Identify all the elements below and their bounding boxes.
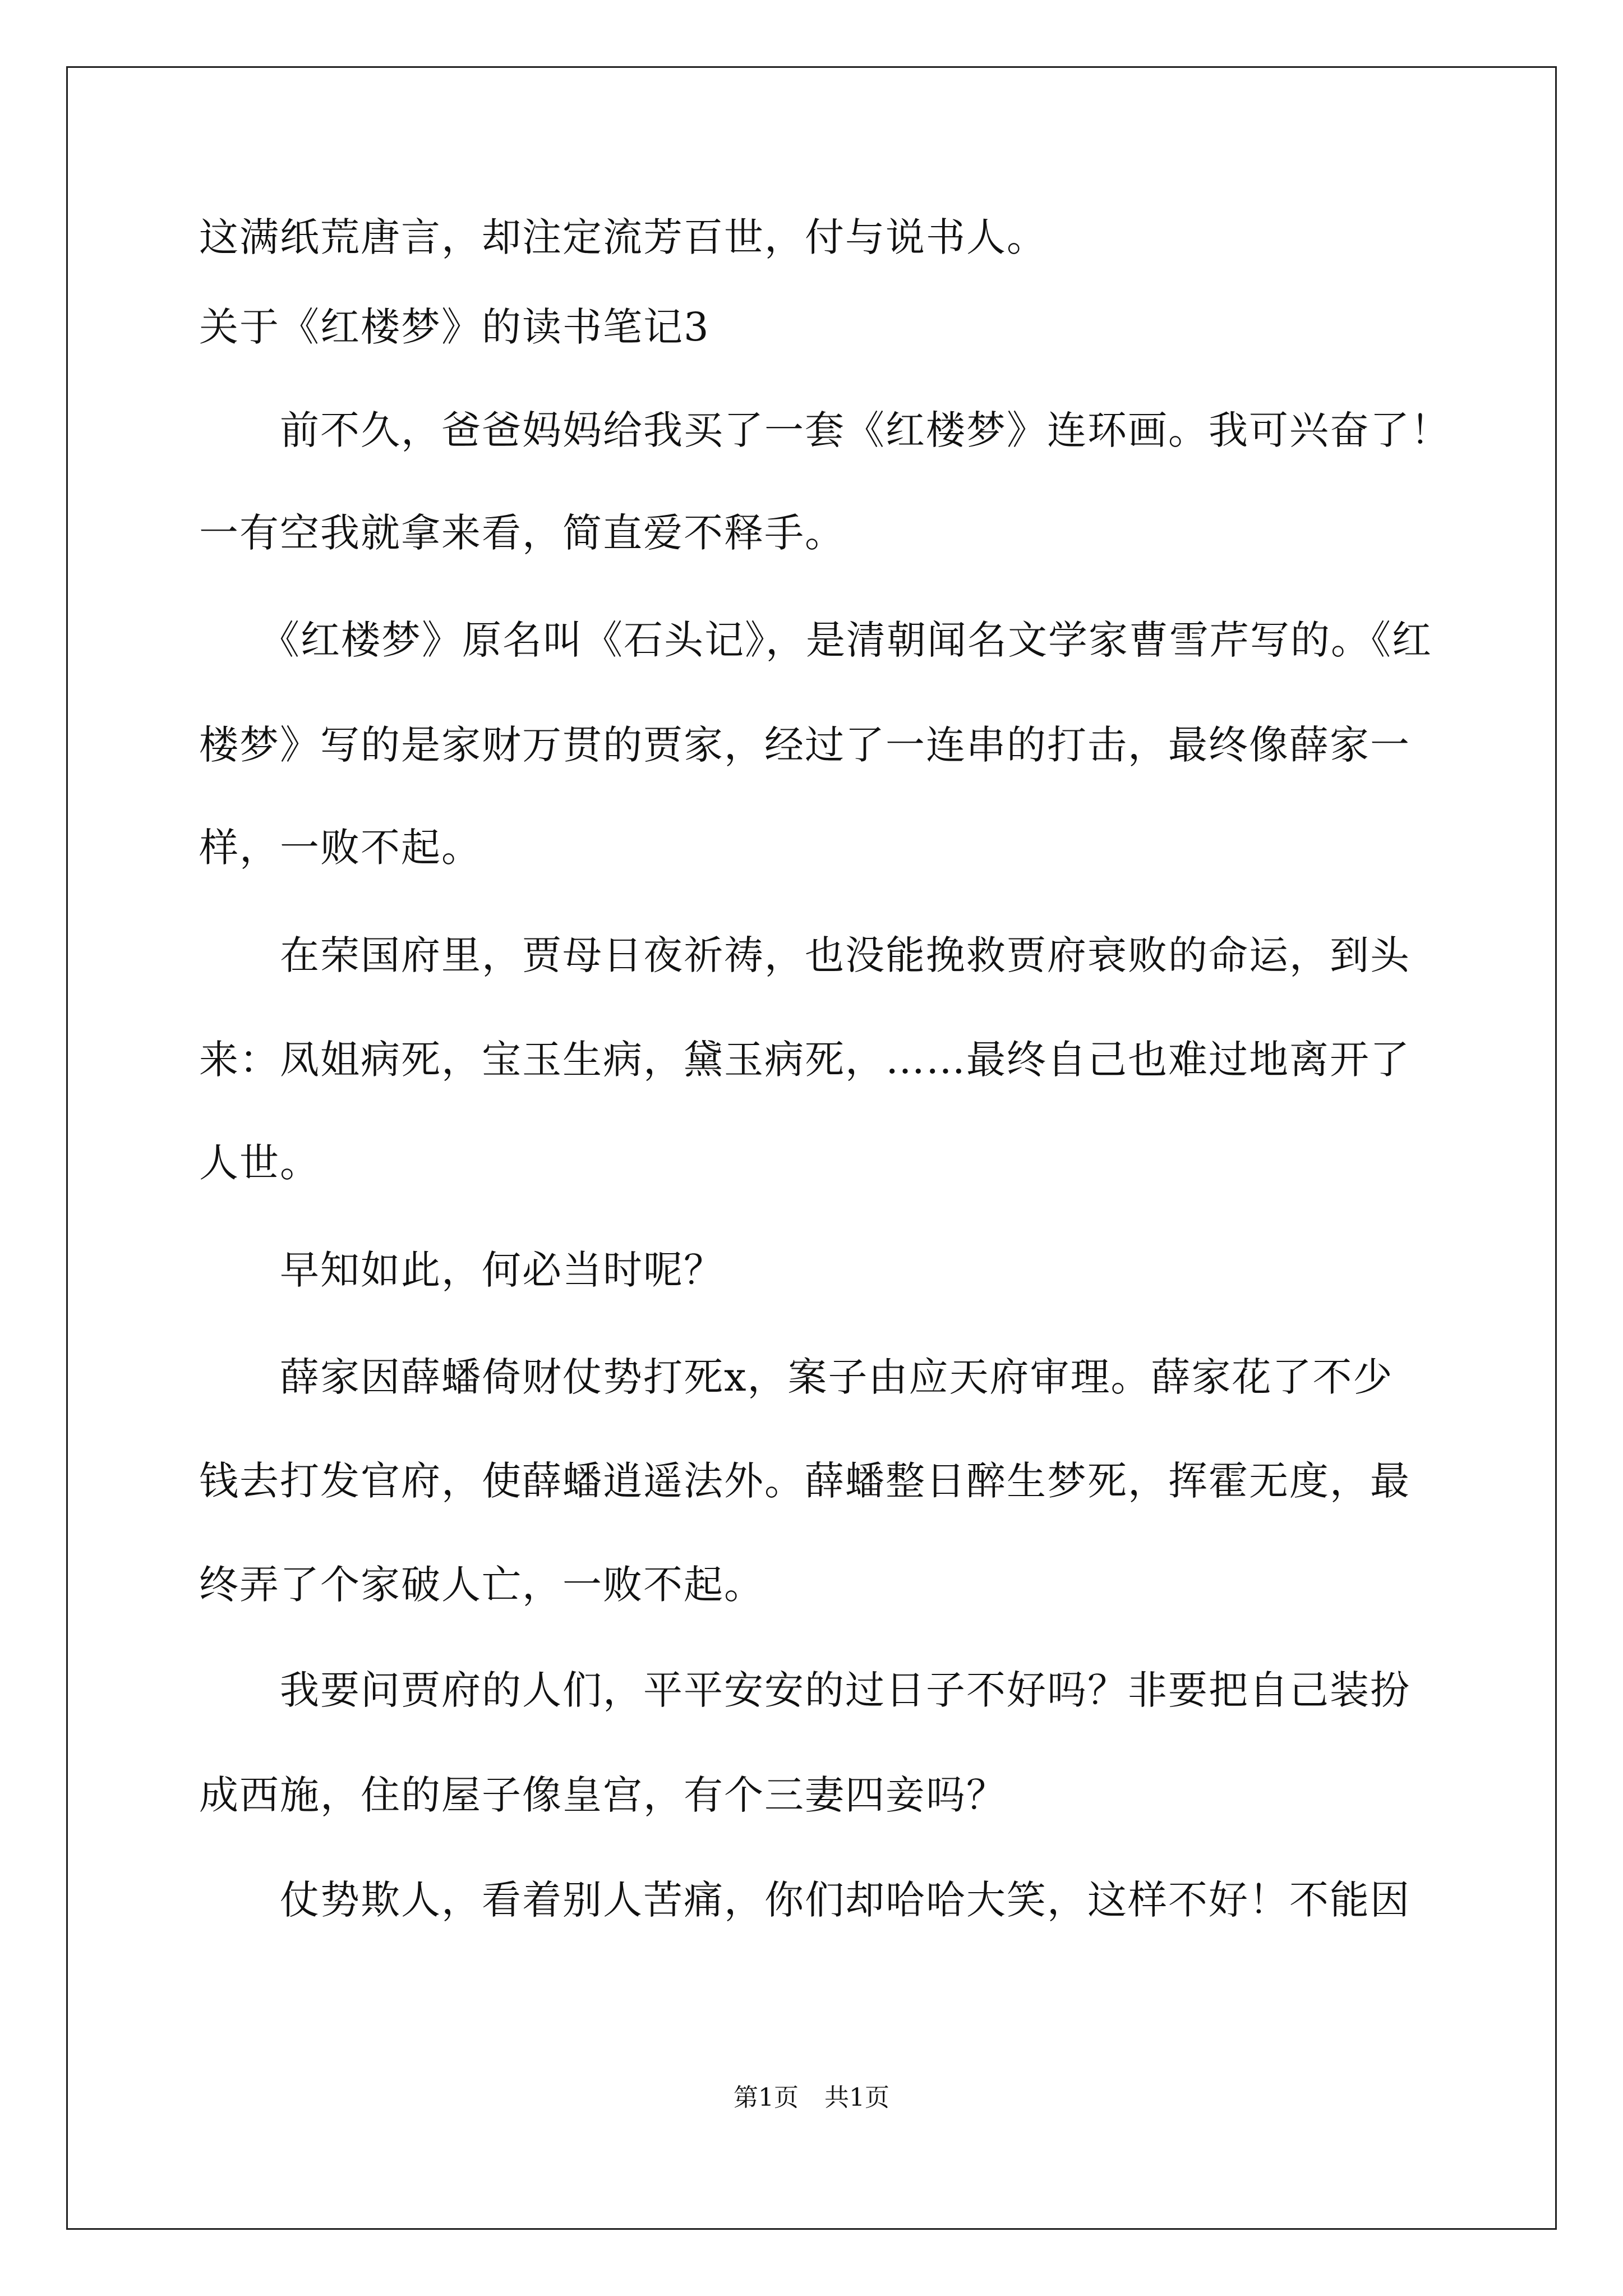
text-line-14: 终弄了个家破人亡，一败不起。 (199, 1562, 764, 1608)
text-line-9: 来：凤姐病死，宝玉生病，黛玉病死，……最终自己也难过地离开了 (199, 1037, 1410, 1083)
text-line-5: 《红楼梦》原名叫《石头记》，是清朝闻名文学家曹雪芹写的。《红 (199, 617, 1432, 663)
text-line-6: 楼梦》写的是家财万贯的贾家，经过了一连串的打击，最终像薛家一 (199, 722, 1410, 768)
text-line-11: 早知如此，何必当时呢？ (199, 1247, 724, 1293)
text-line-12: 薛家因薛蟠倚财仗势打死x，案子由应天府审理。薛家花了不少 (199, 1354, 1394, 1400)
text-line-16: 成西施，住的屋子像皇宫，有个三妻四妾吗？ (199, 1772, 1007, 1818)
text-line-1: 这满纸荒唐言，却注定流芳百世，付与说书人。 (199, 214, 1047, 260)
page-footer (0, 2082, 1623, 2114)
text-line-10: 人世。 (199, 1140, 320, 1186)
text-line-13: 钱去打发官府，使薛蟠逍遥法外。薛蟠整日醉生梦死，挥霍无度，最 (199, 1458, 1410, 1504)
text-line-15: 我要问贾府的人们，平平安安的过日子不好吗？非要把自己装扮 (199, 1667, 1410, 1713)
text-line-4: 一有空我就拿来看，简直爱不释手。 (199, 510, 845, 556)
page-number-current: 第1页 (734, 2083, 799, 2112)
text-line-8: 在荣国府里，贾母日夜祈祷，也没能挽救贾府衰败的命运，到头 (199, 932, 1410, 978)
text-line-7: 样，一败不起。 (199, 825, 482, 871)
page-number-total: 共1页 (824, 2083, 889, 2112)
section-title: 关于《红楼梦》的读书笔记3 (199, 304, 710, 350)
text-line-3: 前不久，爸爸妈妈给我买了一套《红楼梦》连环画。我可兴奋了！ (199, 407, 1451, 453)
text-line-17: 仗势欺人，看着别人苦痛，你们却哈哈大笑，这样不好！不能因 (199, 1877, 1410, 1923)
